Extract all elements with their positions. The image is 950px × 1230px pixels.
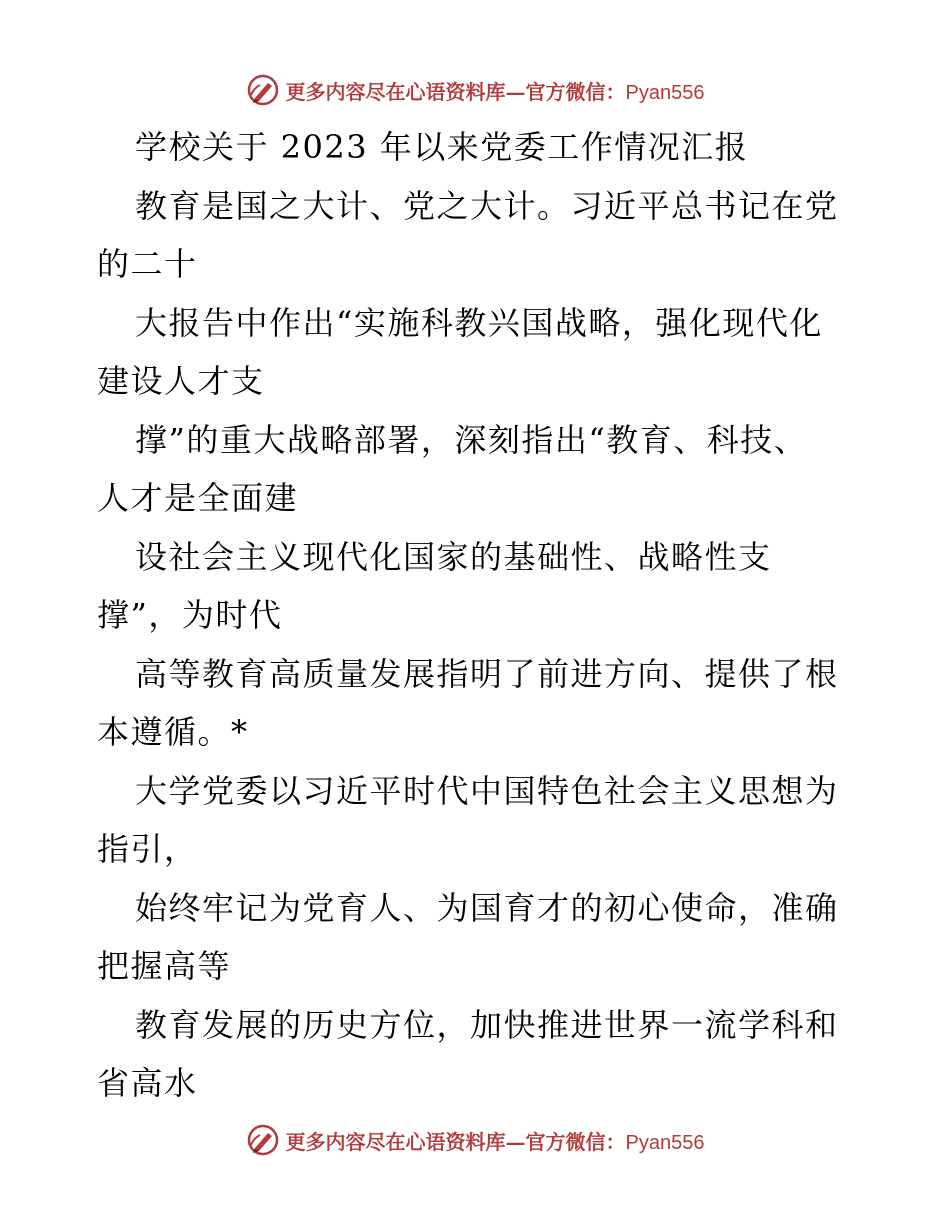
paragraph-line: 始终牢记为党育人、为国育才的初心使命，准确 — [135, 888, 839, 927]
banner-text — [286, 76, 705, 105]
paragraph-line: 教育是国之大计、党之大计。习近平总书记在党 — [135, 186, 839, 225]
pen-logo-icon — [246, 73, 280, 107]
paragraph-line: 大报告中作出“实施科教兴国战略，强化现代化 — [135, 303, 823, 342]
paragraph-line: 人才是全面建 — [97, 479, 299, 517]
paragraph-line: 撑”的重大战略部署，深刻指出“教育、科技、 — [135, 420, 808, 459]
document-body — [97, 118, 857, 1113]
paragraph-line: 设社会主义现代化国家的基础性、战略性支 — [135, 537, 772, 576]
paragraph-line: 教育发展的历史方位，加快推进世界一流学科和 — [135, 1005, 839, 1044]
banner-main-text: 更多内容尽在心语资料库—官方微信： — [285, 79, 626, 104]
wechat-id: Pyan556 — [625, 1131, 705, 1154]
paragraph-line: 指引， — [97, 830, 198, 868]
paragraph-line: 大学党委以习近平时代中国特色社会主义思想为 — [135, 771, 839, 810]
footer-banner — [0, 1120, 950, 1160]
paragraph-line: 的二十 — [97, 245, 198, 283]
wechat-id: Pyan556 — [625, 81, 705, 104]
banner-text — [286, 1126, 705, 1155]
header-banner — [0, 70, 950, 110]
paragraph-line: 建设人才支 — [97, 362, 265, 400]
pen-logo-icon — [246, 1123, 280, 1157]
paragraph-line: 高等教育高质量发展指明了前进方向、提供了根 — [135, 654, 839, 693]
paragraph-line: 撑”，为时代 — [97, 596, 283, 634]
paragraph-line: 本遵循。* — [97, 713, 249, 751]
paragraph-line: 省高水 — [97, 1064, 198, 1102]
paragraph-line: 把握高等 — [97, 947, 232, 985]
banner-main-text: 更多内容尽在心语资料库—官方微信： — [285, 1129, 626, 1154]
document-title: 学校关于 2023 年以来党委工作情况汇报 — [135, 128, 749, 166]
